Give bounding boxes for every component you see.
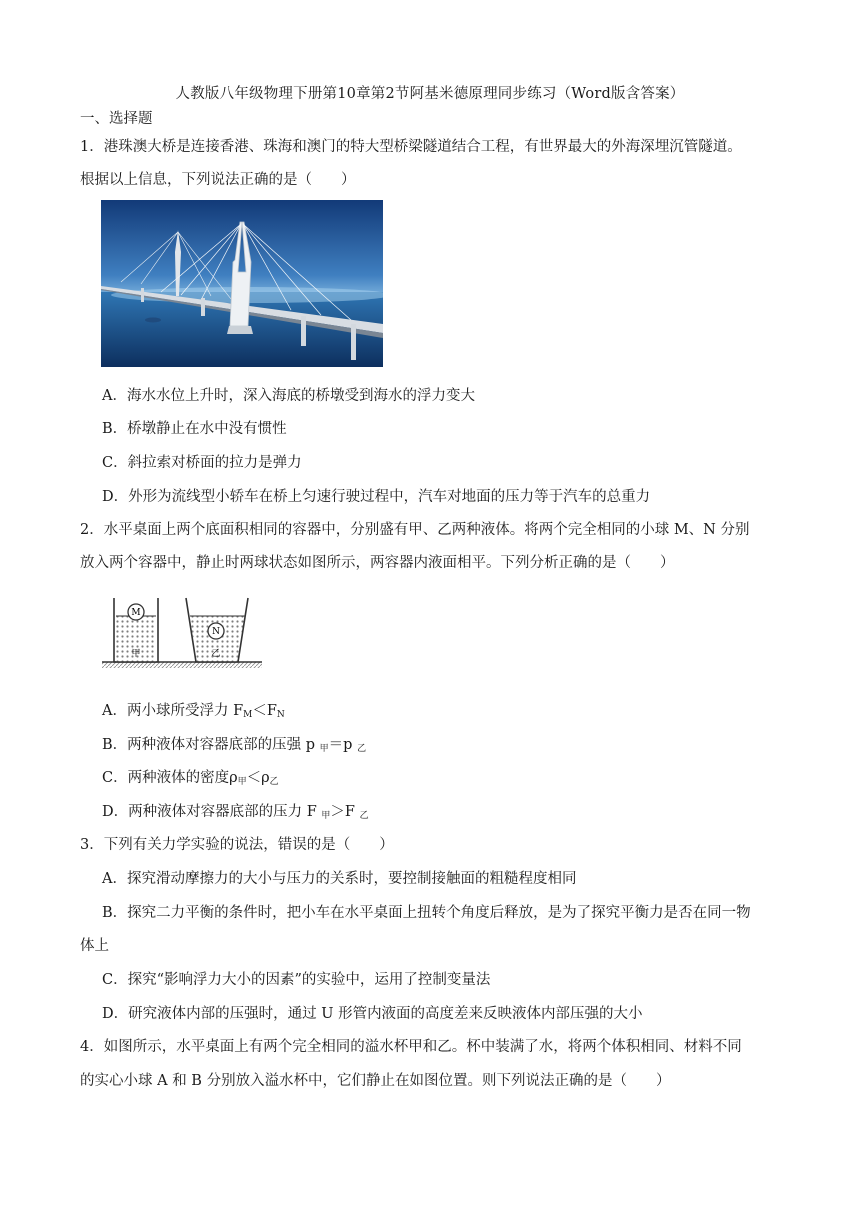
q2-option-b: B．两种液体对容器底部的压强 p $_甲$＝p $_乙$ xyxy=(102,737,367,754)
ball-n-label: N xyxy=(212,627,220,637)
q1-option-b: B．桥墩静止在水中没有惯性 xyxy=(102,421,287,437)
q1-stem-line1: 1．港珠澳大桥是连接香港、珠海和澳门的特大型桥梁隧道结合工程，有世界最大的外海深埋沉管隧道。 xyxy=(80,139,742,155)
q1-option-a: A．海水水位上升时，深入海底的桥墩受到海水的浮力变大 xyxy=(102,388,475,404)
q2-option-d: D．两种液体对容器底部的压力 F $_甲$＞F $_乙$ xyxy=(102,804,369,821)
q2-stem-line2: 放入两个容器中，静止时两球状态如图所示，两容器内液面相平。下列分析正确的是（ ） xyxy=(80,555,675,571)
liquid-yi-label: 乙 xyxy=(211,649,221,659)
q4-stem-line1: 4．如图所示，水平桌面上有两个完全相同的溢水杯甲和乙。杯中装满了水，将两个体积相同、材料不同 xyxy=(80,1039,742,1055)
q1-option-d: D．外形为流线型小轿车在桥上匀速行驶过程中，汽车对地面的压力等于汽车的总重力 xyxy=(102,489,651,505)
q2-stem-line1: 2．水平桌面上两个底面积相同的容器中，分别盛有甲、乙两种液体。将两个完全相同的小球 M、N 分别 xyxy=(80,522,750,538)
q1-option-c: C．斜拉索对桥面的拉力是弹力 xyxy=(102,455,302,471)
containers-figure xyxy=(100,594,268,674)
q3-option-b-line2: 体上 xyxy=(80,938,109,954)
q3-option-b-line1: B．探究二力平衡的条件时，把小车在水平桌面上扭转个角度后释放，是为了探究平衡力是否在同一物 xyxy=(102,905,751,921)
ball-m-label: M xyxy=(131,608,141,618)
q3-option-a: A．探究滑动摩擦力的大小与压力的关系时，要控制接触面的粗糙程度相同 xyxy=(102,871,577,887)
q2-option-a: A．两小球所受浮力 $F_M<F_N$ xyxy=(102,703,285,720)
q4-stem-line2: 的实心小球 A 和 B 分别放入溢水杯中，它们静止在如图位置。则下列说法正确的是（ ） xyxy=(80,1073,671,1089)
bridge-photo xyxy=(101,200,383,367)
q1-stem-line2: 根据以上信息，下列说法正确的是（ ） xyxy=(80,172,356,188)
q2-option-c: C．两种液体的密度$\rho_甲<\rho_乙$ xyxy=(102,770,279,787)
liquid-jia-label: 甲 xyxy=(131,649,141,659)
q3-option-d: D．研究液体内部的压强时，通过 U 形管内液面的高度差来反映液体内部压强的大小 xyxy=(102,1006,643,1022)
q3-stem: 3．下列有关力学实验的说法，错误的是（ ） xyxy=(80,837,394,853)
document-title: 人教版八年级物理下册第10章第2节阿基米德原理同步练习（Word版含答案） xyxy=(175,86,685,102)
q3-option-c: C．探究“影响浮力大小的因素”的实验中，运用了控制变量法 xyxy=(102,972,491,988)
section-heading: 一、选择题 xyxy=(80,111,153,127)
